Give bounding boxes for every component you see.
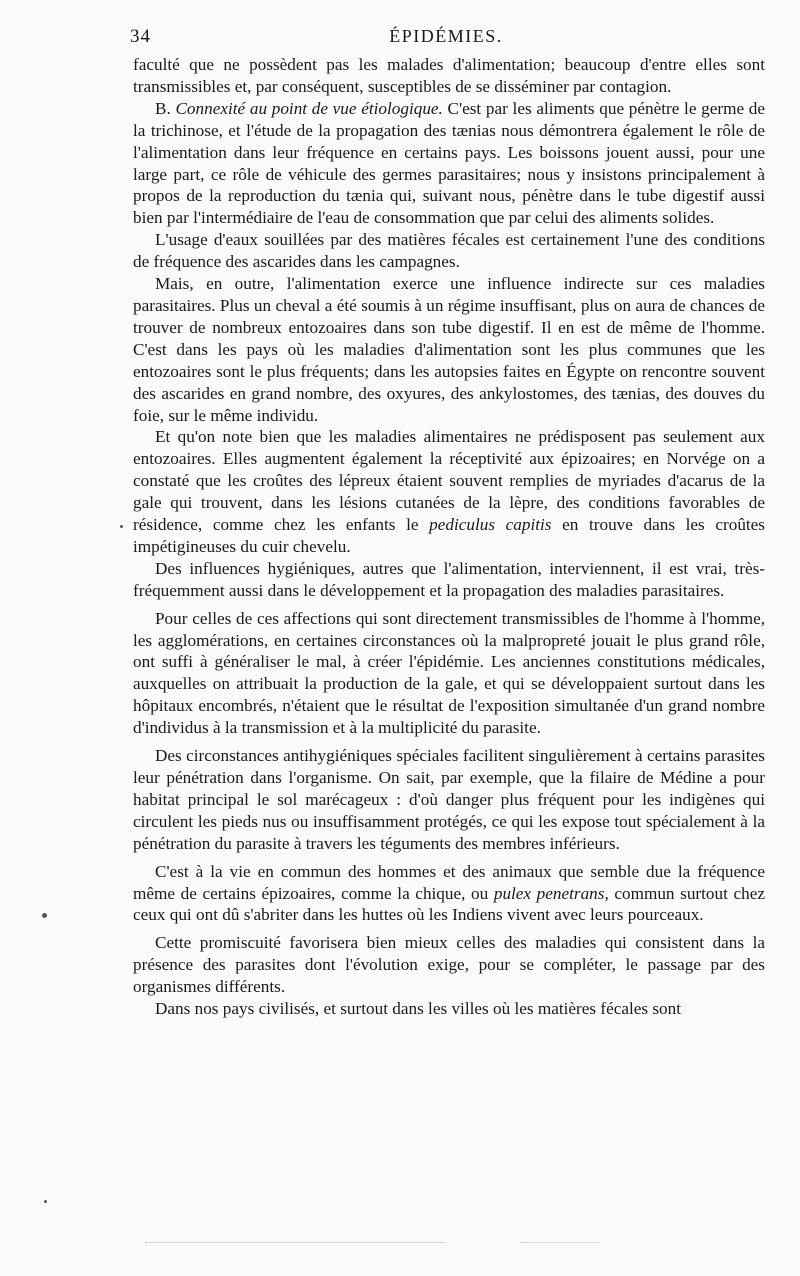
scan-speck	[120, 525, 123, 528]
section-heading-italic: Connexité au point de vue étiologique.	[175, 98, 443, 118]
body-text	[133, 54, 765, 1020]
page-number: 34	[130, 26, 151, 47]
paragraph-7-text: Pour celles de ces affections qui sont directement transmissibles de l'homme à l'homme, les agglomérations, en certaines circonstances où la malpropreté jouait le plus grand rôle, ont suffi à généraliser le mal, à créer l'épidémie. Les anciennes constitutions médicales, auxquelles on attribuait la production de la gale, et qui se développaient surtout dans les hôpitaux encombrés, n'étaient que le résultat de l'exposition simultanée d'un grand nombre d'individus à la transmission et à la multiplicité du parasite.	[133, 608, 765, 738]
paragraph-7	[133, 608, 765, 739]
paragraph-2-text: C'est par les aliments que pénètre le germe de la trichinose, et l'étude de la propagation des tænias nous démontrera également le rôle de l'alimentation dans leur fréquence en certains pays. Les boissons jouent aussi, pour une large part, ce rôle de véhicule des germes parasitaires; nous y insistons principalement à propos de la reproduction du tænia qui, suivant nous, pénètre dans le tube digestif aussi bien par l'intermédiaire de l'eau de consommation que par celui des aliments solides.	[133, 98, 766, 228]
paragraph-8-text: Des circonstances antihygiéniques spéciales facilitent singulièrement à certains parasites leur pénétration dans l'organisme. On sait, par exemple, que la filaire de Médine a pour habitat principal le sol marécageux : d'où danger plus fréquent pour les indigènes qui circulent les pieds nus ou insuffisamment protégés, ce qui les expose tout spécialement à la pénétration du parasite à travers les téguments des membres inférieurs.	[133, 746, 765, 853]
paragraph-10-text: Cette promiscuité favorisera bien mieux celles des maladies qui consistent dans la présence des parasites dont l'évolution exige, pour se compléter, le passage par des organismes différents.	[133, 933, 765, 997]
paragraph-9-italic: pulex penetrans,	[493, 883, 609, 903]
paragraph-11-text: Dans nos pays civilisés, et surtout dans les villes où les matières fécales sont	[155, 999, 682, 1019]
paragraph-3	[133, 229, 765, 273]
paragraph-2	[133, 98, 765, 229]
paragraph-11	[133, 998, 765, 1020]
page-header	[130, 26, 762, 50]
scan-speck	[42, 913, 47, 918]
footer-bleed-through	[145, 1242, 445, 1245]
paragraph-6-text: Des influences hygiéniques, autres que l'alimentation, interviennent, il est vrai, très-fréquemment aussi dans le développement et la propagation des maladies parasitaires.	[133, 558, 765, 600]
paragraph-3-text: L'usage d'eaux souillées par des matières fécales est certainement l'une des conditions de fréquence des ascarides dans les campagnes.	[133, 230, 765, 272]
running-title: ÉPIDÉMIES.	[389, 26, 503, 46]
paragraph-5	[133, 426, 765, 557]
paragraph-5-text-a: Et qu'on note bien que les maladies alimentaires ne prédisposent pas seulement aux entozoaires. Elles augmentent également la réceptivité aux épizoaires; en Norvége on a constaté que les croûtes des lépreux étaient souvent remplies de myriades d'acarus de la gale qui trouvent, dans les lésions cutanées de la lèpre, des conditions favorables de résidence, comme chez les enfants le	[133, 427, 765, 535]
paragraph-1-text: faculté que ne possèdent pas les malades d'alimentation; beaucoup d'entre elles sont transmissibles et, par conséquent, susceptibles de se disséminer par contagion.	[133, 55, 765, 96]
scan-speck	[44, 1200, 47, 1203]
paragraph-6	[133, 558, 765, 602]
paragraph-5-italic: pediculus capitis	[429, 515, 552, 535]
paragraph-9-text-a: C'est à la vie en commun des hommes et des animaux que semble due la fréquence même de certains épizoaires, comme la chique, ou	[133, 861, 765, 903]
paragraph-8	[133, 745, 765, 855]
section-label: B.	[155, 98, 171, 118]
paragraph-4-text: Mais, en outre, l'alimentation exerce une influence indirecte sur ces maladies parasitaires. Plus un cheval a été soumis à un régime insuffisant, plus on aura de chances de trouver de nombreux entozoaires dans son tube digestif. Il en est de même de l'homme. C'est dans les pays où les maladies d'alimentation sont les plus communes que les entozoaires sont le plus fréquents; dans les autopsies faites en Égypte on rencontre souvent des ascarides en grand nombre, des oxyures, des ankylostomes, des tænias, des douves du foie, sur le même individu.	[133, 274, 765, 425]
paragraph-9	[133, 861, 765, 927]
paragraph-4	[133, 273, 765, 426]
paragraph-9-text-b: commun surtout chez ceux qui ont dû s'abriter dans les huttes où les Indiens vivent avec leurs pourceaux.	[133, 883, 765, 925]
paragraph-1	[133, 54, 765, 98]
paragraph-5-text-b: en trouve dans les croûtes impétigineuses du cuir chevelu.	[133, 515, 765, 556]
paragraph-10	[133, 932, 765, 998]
footer-bleed-through	[520, 1242, 600, 1245]
